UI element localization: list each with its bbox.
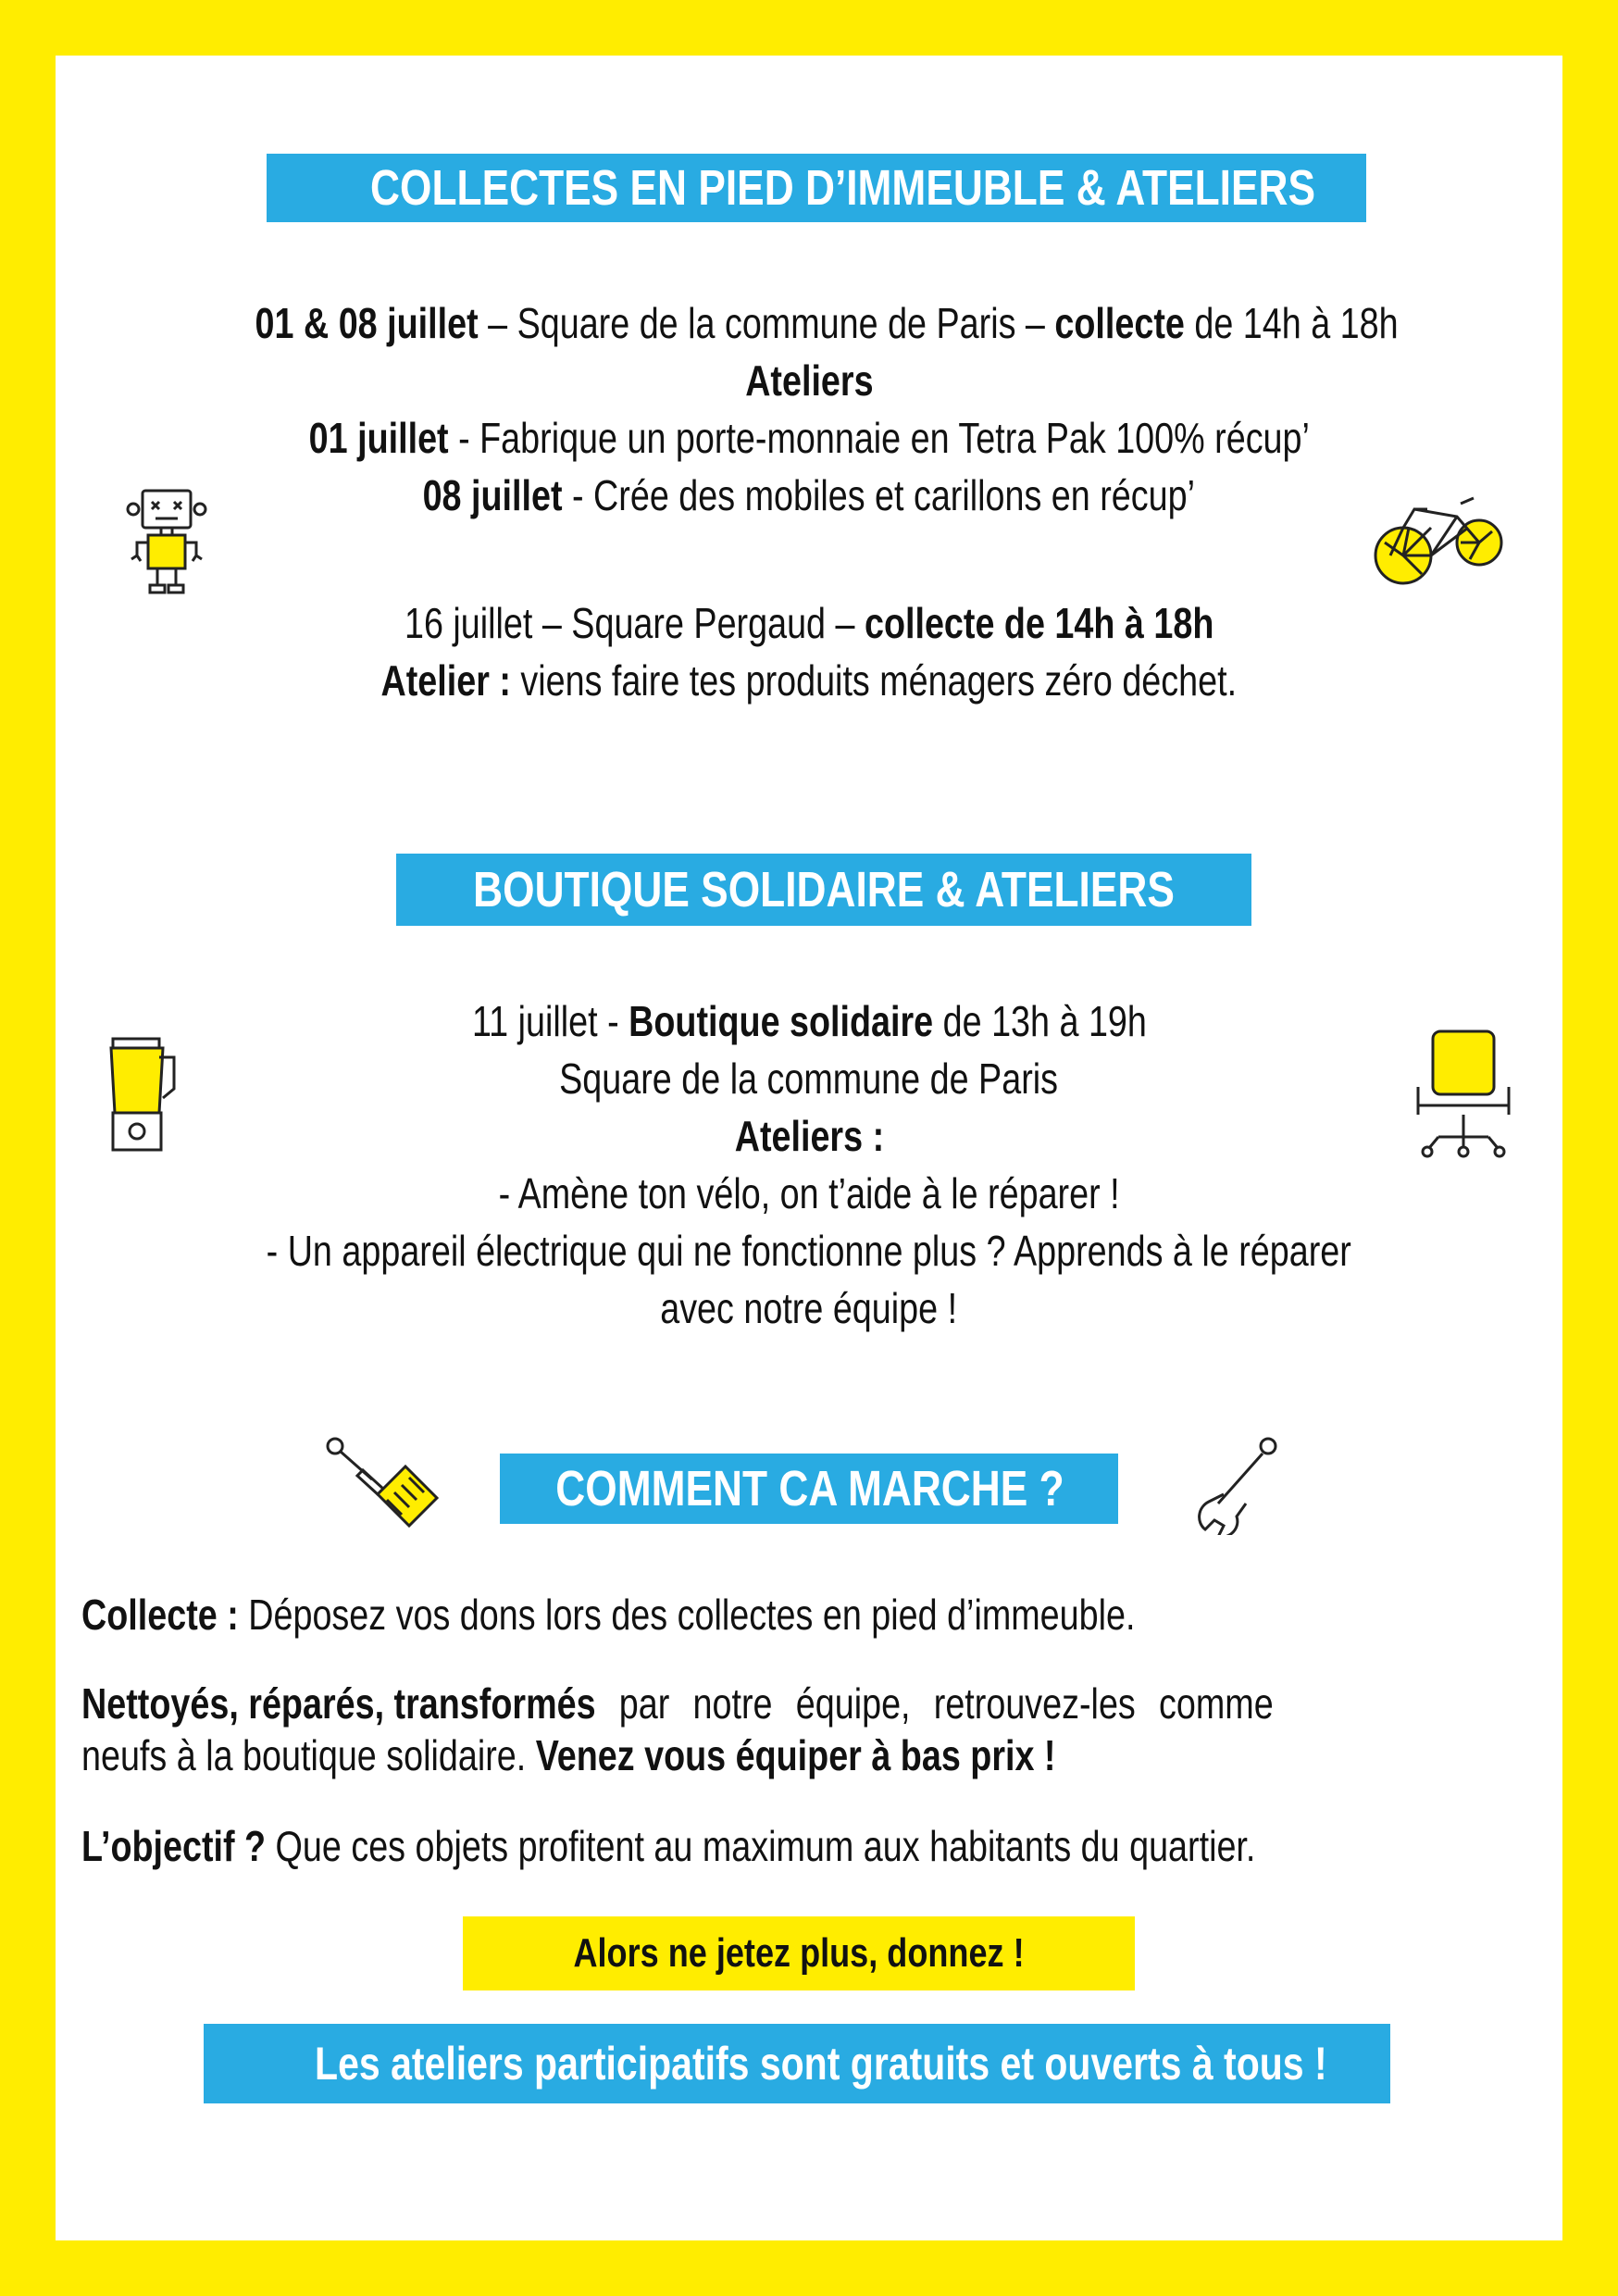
footer-box <box>204 2024 1390 2103</box>
para-nettoyes <box>81 1678 1537 1781</box>
place-pergaud: – Square Pergaud – <box>532 599 865 647</box>
robot-icon <box>115 481 218 600</box>
nettoyes-text2: neufs à la boutique solidaire. <box>81 1731 536 1779</box>
collecte-para-text: Déposez vos dons lors des collectes en pied d’immeuble. <box>238 1591 1136 1639</box>
boutique-banner <box>396 854 1251 926</box>
atelier-electrique: - Un appareil électrique qui ne fonctionne plus ? Apprends à le réparer <box>266 1227 1352 1275</box>
bicycle-icon <box>1372 483 1511 594</box>
collectes-title: COLLECTES EN PIED D’IMMEUBLE & ATELIERS <box>370 160 1316 216</box>
date-11: 11 juillet - <box>471 997 629 1045</box>
comment-banner <box>500 1454 1118 1524</box>
wrench-icon <box>1187 1433 1285 1535</box>
boutique-hours: de 13h à 19h <box>932 997 1147 1045</box>
atelier-label: Atelier : <box>380 656 512 705</box>
para-objectif <box>81 1820 1537 1872</box>
atelier-mobiles: - Crée des mobiles et carillons en récup’ <box>562 471 1196 519</box>
boutique-schedule <box>130 992 1488 1337</box>
footer-text: Les ateliers participatifs sont gratuits et ouverts à tous ! <box>315 2038 1327 2090</box>
boutique-ateliers-label: Ateliers : <box>734 1112 884 1160</box>
nettoyes-cta: Venez vous équiper à bas prix ! <box>535 1731 1056 1779</box>
collectes-banner <box>267 154 1366 222</box>
boutique-place: Square de la commune de Paris <box>559 1054 1059 1103</box>
date-01: 01 juillet <box>308 414 449 462</box>
date-01-08: 01 & 08 juillet <box>255 299 479 347</box>
place-commune: – Square de la commune de Paris – <box>478 299 1055 347</box>
atelier-porte-monnaie: - Fabrique un porte-monnaie en Tetra Pak 100% récup’ <box>448 414 1310 462</box>
paint-brush-icon <box>320 1433 441 1544</box>
collectes-schedule <box>130 294 1488 524</box>
collecte-para-label: Collecte : <box>81 1591 239 1639</box>
atelier-menagers: viens faire tes produits ménagers zéro déchet. <box>511 656 1238 705</box>
collecte-pergaud: collecte de 14h à 18h <box>864 599 1214 647</box>
date-08: 08 juillet <box>422 471 563 519</box>
hours-collecte: de 14h à 18h <box>1184 299 1399 347</box>
atelier-velo: - Amène ton vélo, on t’aide à le réparer ! <box>498 1169 1120 1217</box>
slogan-box <box>463 1916 1135 1990</box>
comment-title: COMMENT CA MARCHE ? <box>555 1461 1064 1516</box>
boutique-title: BOUTIQUE SOLIDAIRE & ATELIERS <box>473 862 1175 917</box>
slogan-text: Alors ne jetez plus, donnez ! <box>573 1930 1025 1976</box>
pergaud-schedule <box>130 594 1488 709</box>
objectif-label: L’objectif ? <box>81 1822 267 1870</box>
ateliers-label: Ateliers <box>744 356 874 405</box>
boutique-name: Boutique solidaire <box>628 997 933 1045</box>
collecte-label: collecte <box>1054 299 1185 347</box>
para-collecte <box>81 1589 1537 1641</box>
date-16: 16 juillet <box>404 599 533 647</box>
blender-icon <box>104 1035 189 1157</box>
office-chair-icon <box>1413 1026 1514 1165</box>
nettoyes-label: Nettoyés, réparés, transformés <box>81 1679 596 1728</box>
objectif-text: Que ces objets profitent au maximum aux habitants du quartier. <box>266 1822 1256 1870</box>
atelier-equipe: avec notre équipe ! <box>660 1284 958 1332</box>
nettoyes-text1: par notre équipe, retrouvez-les comme <box>595 1679 1274 1728</box>
